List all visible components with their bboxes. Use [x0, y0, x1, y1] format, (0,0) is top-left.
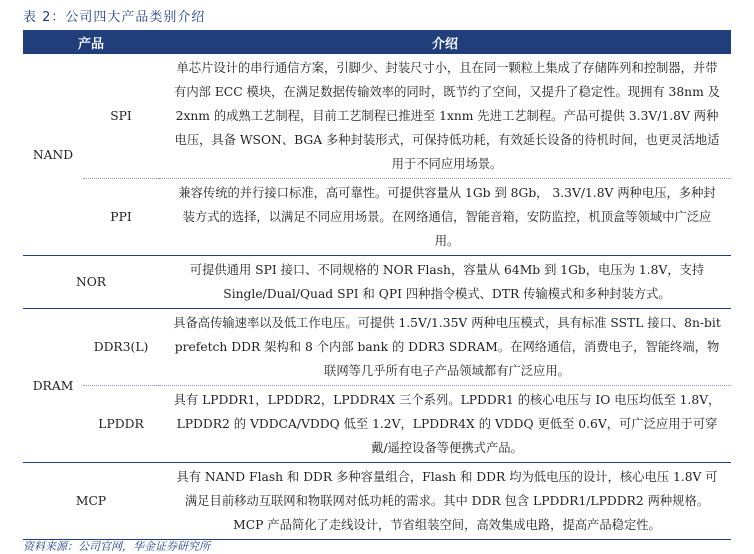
subcategory-lpddr: LPDDR	[83, 386, 159, 463]
desc-nor: 可提供通用 SPI 接口、不同规格的 NOR Flash，容量从 64Mb 到 1Gb，电压为 1.8V，支持 Single/Dual/Quad SPI 和 QPI 四种指令模式、DTR 传输模式和多种封装方式。	[159, 256, 731, 309]
category-mcp: MCP	[23, 463, 159, 540]
table-row	[23, 463, 731, 540]
table-row	[23, 309, 731, 386]
category-nand: NAND	[32, 147, 74, 162]
source-note: 资料来源：公司官网，华金证券研究所	[23, 540, 210, 553]
desc-mcp: 具有 NAND Flash 和 DDR 多种容量组合，Flash 和 DDR 均为低电压的设计，核心电压 1.8V 可满足目前移动互联网和物联网对低功耗的需求。其中 DDR 包含 LPDDR1/LPDDR2 两种规格。MCP 产品简化了走线设计，节省组装空间，高效集成电路，提高产品稳定性。	[159, 463, 731, 540]
subcategory-spi: SPI	[110, 109, 132, 123]
product-table	[23, 30, 731, 540]
desc-ddr3: 具备高传输速率以及低工作电压。可提供 1.5V/1.35V 两种电压模式，具有标准 SSTL 接口、8n-bit prefetch DDR 架构和 8 个内部 bank 的 DDR3 SDRAM。在网络通信，消费电子，智能终端，物联网等几乎所有电子产品领域都有广泛应用。	[159, 309, 731, 386]
table-caption: 表 2：公司四大产品类别介绍	[23, 10, 206, 25]
table-row	[23, 54, 731, 179]
subcategory-ddr3: DDR3(L)	[83, 309, 159, 386]
header-product: 产品	[23, 30, 159, 54]
subcategory-ppi: PPI	[83, 179, 159, 256]
table-row	[23, 179, 731, 256]
table-row	[23, 386, 731, 463]
category-dram: DRAM	[23, 309, 83, 463]
header-intro: 介绍	[159, 30, 731, 54]
table-row	[23, 256, 731, 309]
desc-lpddr: 具有 LPDDR1，LPDDR2，LPDDR4X 三个系列。LPDDR1 的核心电压与 IO 电压均低至 1.8V，LPDDR2 的 VDDCA/VDDQ 低至 1.2V，LPDDR4X 的 VDDQ 更低至 0.6V，可广泛应用于可穿戴/遥控设备等便携式产品。	[159, 386, 731, 463]
desc-ppi: 兼容传统的并行接口标准，高可靠性。可提供容量从 1Gb 到 8Gb， 3.3V/1.8V 两种电压，多种封装方式的选择，以满足不同应用场景。在网络通信，智能音箱，安防监控，机顶盒等领域中广泛应用。	[159, 179, 731, 256]
desc-spi: 单芯片设计的串行通信方案，引脚少、封装尺寸小，且在同一颗粒上集成了存储阵列和控制器，并带有内部 ECC 模块，在满足数据传输效率的同时，既节约了空间，又提升了稳定性。现拥有 38nm 及 2xnm 的成熟工艺制程，目前工艺制程已推进至 1xnm 先进工艺制程。产品可提供 3.3V/1.8V 两种电压，具备 WSON、BGA 多种封装形式，可保持低功耗，有效延长设备的待机时间，也更灵活地适用于不同应用场景。	[174, 61, 720, 171]
category-nor: NOR	[23, 256, 159, 309]
table-header-row	[23, 30, 731, 54]
